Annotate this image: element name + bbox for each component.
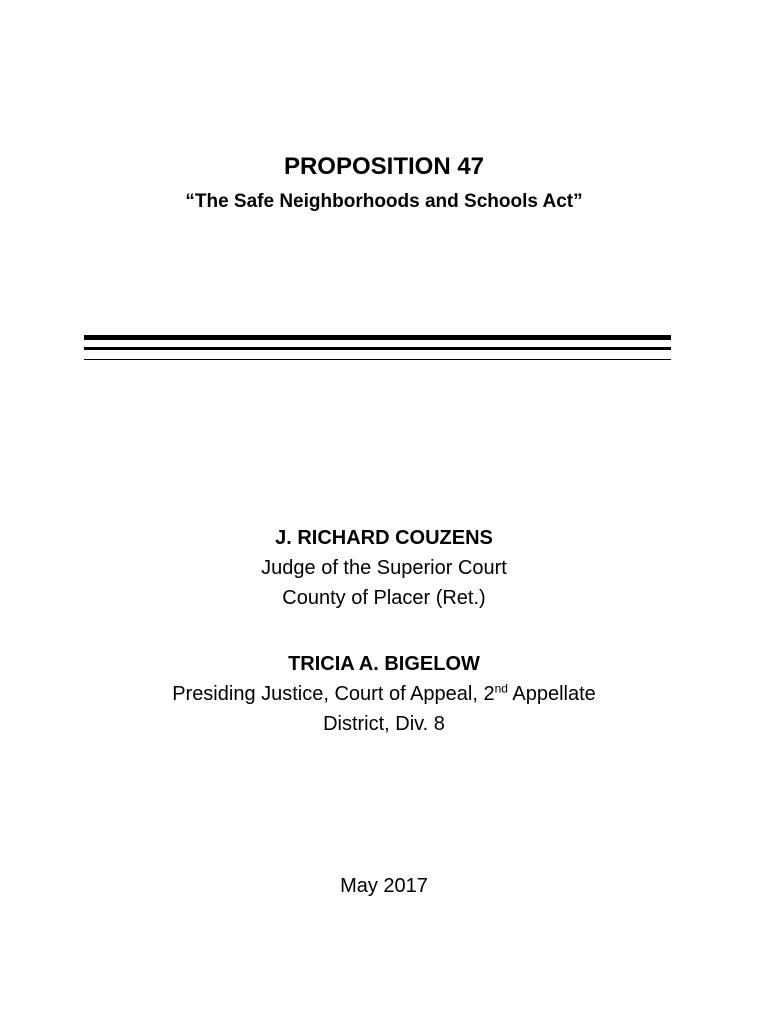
- author-role-text: Appellate: [507, 683, 596, 705]
- author-role: [0, 679, 768, 709]
- author-role-text: Presiding Justice, Court of Appeal, 2: [172, 683, 495, 705]
- author-name: J. RICHARD COUZENS: [275, 527, 493, 549]
- document-subtitle: “The Safe Neighborhoods and Schools Act”: [185, 191, 583, 212]
- author-block-2: [0, 649, 768, 739]
- document-date: May 2017: [340, 875, 428, 897]
- author-role: Judge of the Superior Court: [261, 557, 507, 579]
- author-role: County of Placer (Ret.): [282, 587, 486, 609]
- divider-thin: [84, 359, 671, 360]
- ordinal-suffix: nd: [494, 681, 508, 696]
- author-name: TRICIA A. BIGELOW: [288, 653, 480, 675]
- author-role: District, Div. 8: [323, 713, 445, 735]
- document-title: PROPOSITION 47: [283, 153, 485, 180]
- divider-thick: [84, 335, 671, 340]
- divider-medium: [84, 347, 671, 350]
- author-block-1: [0, 523, 768, 613]
